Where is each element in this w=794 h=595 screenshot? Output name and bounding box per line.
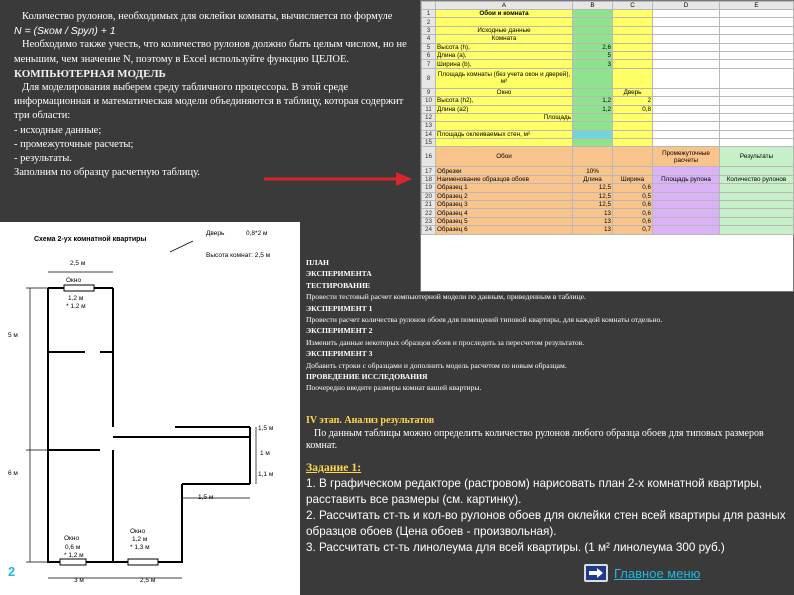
cell[interactable]	[653, 51, 720, 59]
intro-text	[14, 10, 414, 180]
table-row	[422, 105, 794, 113]
cell[interactable]	[720, 68, 794, 88]
cell[interactable]: Образец 4	[436, 209, 573, 217]
cell[interactable]	[720, 201, 794, 209]
cell[interactable]	[653, 18, 720, 26]
cell[interactable]: Обои и комната	[436, 10, 573, 18]
cell[interactable]: Промежуточные расчеты	[653, 147, 720, 167]
cell[interactable]	[573, 18, 613, 26]
cell[interactable]: 12,5	[573, 192, 613, 200]
cell[interactable]: Образец 6	[436, 226, 573, 234]
cell[interactable]	[613, 167, 653, 175]
cell[interactable]	[613, 60, 653, 68]
row-number[interactable]: 2	[422, 18, 436, 26]
cell[interactable]: 3	[573, 60, 613, 68]
row-number[interactable]: 21	[422, 201, 436, 209]
table-row	[422, 226, 794, 234]
table-row	[422, 26, 794, 34]
table-row	[422, 147, 794, 167]
cell[interactable]	[436, 139, 573, 147]
table-row	[422, 184, 794, 192]
cell[interactable]	[436, 122, 573, 130]
cell[interactable]: Высота (h),	[436, 43, 573, 51]
cell[interactable]	[573, 122, 613, 130]
cell[interactable]	[613, 26, 653, 34]
plan-text-5: Поочередно введите размеры комнат вашей квартиры.	[306, 383, 482, 393]
cell[interactable]	[653, 192, 720, 200]
row-number[interactable]: 11	[422, 105, 436, 113]
plan-heading-3: ТЕСТИРОВАНИЕ	[306, 280, 371, 290]
cell[interactable]: 0,6	[613, 217, 653, 225]
mid-dim: 1,5 м	[198, 494, 214, 501]
cell[interactable]: 12,5	[573, 184, 613, 192]
table-row	[422, 113, 794, 121]
cell[interactable]: Образец 1	[436, 184, 573, 192]
table-row	[422, 130, 794, 138]
cell[interactable]	[720, 60, 794, 68]
intro-list-3: - результаты.	[14, 153, 72, 165]
row-number[interactable]: 10	[422, 97, 436, 105]
main-menu-nav[interactable]	[584, 564, 700, 582]
cell[interactable]: Длина	[573, 175, 613, 183]
table-row	[422, 10, 794, 18]
intro-p2: Необходимо также учесть, что количество рулонов должно быть целым числом, но не меньшим, чем значение N, поэтому в Excel используйте функцию ЦЕЛОЕ.	[14, 39, 407, 65]
row-number[interactable]: 18	[422, 175, 436, 183]
cell[interactable]: 0,6	[613, 201, 653, 209]
cell[interactable]: Площадь рулона	[653, 175, 720, 183]
apartment-plan	[0, 222, 300, 595]
col-header[interactable]: B	[573, 2, 613, 10]
cell[interactable]: Ширина (b),	[436, 60, 573, 68]
row-number[interactable]: 24	[422, 226, 436, 234]
row-number[interactable]: 17	[422, 167, 436, 175]
stage-analysis	[306, 415, 790, 453]
bottom-left-dim: 3 м	[74, 577, 84, 584]
cell[interactable]	[720, 167, 794, 175]
cell[interactable]	[613, 35, 653, 43]
experiment-2: ЭКСПЕРИМЕНТ 2	[306, 326, 373, 336]
cell[interactable]: 13	[573, 217, 613, 225]
cell[interactable]	[653, 167, 720, 175]
cell[interactable]: 10%	[573, 167, 613, 175]
bottom-right-dim: 2,5 м	[140, 577, 156, 584]
col-header[interactable]: D	[653, 2, 720, 10]
intro-p3: Для моделирования выберем среду табличного процессора. В этой среде информационная и математическая модели объединяются в таблицу, которая содержит три области:	[14, 82, 404, 122]
cell[interactable]: Образец 2	[436, 192, 573, 200]
plan-heading-2: ЭКСПЕРИМЕНТА	[306, 269, 372, 279]
table-row	[422, 43, 794, 51]
cell[interactable]	[653, 209, 720, 217]
cell[interactable]	[613, 113, 653, 121]
col-header[interactable]: A	[436, 2, 573, 10]
task-item-3: 3. Рассчитать ст-ть линолеума для всей квартиры. (1 м² линолеума 300 руб.)	[306, 541, 725, 554]
row-number[interactable]: 12	[422, 113, 436, 121]
plan-text-2: Провести расчет количества рулонов обоев для помещений типовой квартиры, для каждой комнаты отдельно.	[306, 315, 663, 325]
cell[interactable]: Высота (h2),	[436, 97, 573, 105]
row-number[interactable]: 13	[422, 122, 436, 130]
arrow-right-icon	[589, 568, 603, 578]
arrow-right-icon	[264, 172, 412, 186]
cell[interactable]	[613, 18, 653, 26]
cell[interactable]	[653, 26, 720, 34]
cell[interactable]: 12,5	[573, 201, 613, 209]
cell[interactable]	[613, 43, 653, 51]
table-row	[422, 175, 794, 183]
cell[interactable]	[573, 113, 613, 121]
section-heading: КОМПЬЮТЕРНАЯ МОДЕЛЬ	[14, 67, 166, 80]
cell[interactable]	[613, 68, 653, 88]
cell[interactable]: 5	[573, 51, 613, 59]
cell[interactable]	[653, 68, 720, 88]
cell[interactable]: Обои	[436, 147, 573, 167]
cell[interactable]: Площадь	[436, 113, 573, 121]
window-icon	[128, 559, 158, 565]
cell[interactable]	[573, 68, 613, 88]
window-b2-width: 1,2 м	[132, 536, 148, 543]
cell[interactable]	[613, 10, 653, 18]
left-top-dim: 5 м	[8, 332, 18, 339]
cell[interactable]	[613, 51, 653, 59]
table-row	[422, 209, 794, 217]
row-number[interactable]: 4	[422, 35, 436, 43]
cell[interactable]	[573, 35, 613, 43]
row-number[interactable]: 1	[422, 10, 436, 18]
cell[interactable]	[573, 26, 613, 34]
intro-list-2: - промежуточные расчеты;	[14, 138, 134, 150]
cell[interactable]	[720, 192, 794, 200]
cell[interactable]: Окно	[436, 88, 573, 96]
research-heading: ПРОВЕДЕНИЕ ИССЛЕДОВАНИЯ	[306, 372, 428, 382]
cell[interactable]: Комната	[436, 35, 573, 43]
row-number[interactable]: 23	[422, 217, 436, 225]
cell[interactable]: 1,2	[573, 105, 613, 113]
cell[interactable]: Исходные данные	[436, 26, 573, 34]
table-row	[422, 68, 794, 88]
right-dim-2: 1 м	[260, 450, 270, 457]
cell[interactable]	[720, 122, 794, 130]
cell[interactable]: 1,2	[573, 97, 613, 105]
table-row	[422, 18, 794, 26]
cell[interactable]: 0,8	[613, 105, 653, 113]
cell[interactable]: Площадь комнаты (без учета окон и дверей), м²	[436, 68, 573, 88]
floor-plan-drawing	[0, 222, 300, 595]
cell[interactable]: Результаты	[720, 147, 794, 167]
cell[interactable]	[573, 147, 613, 167]
row-number[interactable]: 16	[422, 147, 436, 167]
intro-p4: Заполним по образцу расчетную таблицу.	[14, 167, 200, 179]
cell[interactable]	[720, 97, 794, 105]
cell[interactable]	[653, 184, 720, 192]
cell[interactable]	[720, 217, 794, 225]
cell[interactable]: 0,5	[613, 192, 653, 200]
table-row	[422, 167, 794, 175]
task-block	[306, 460, 790, 556]
slide-number: 2	[8, 564, 16, 579]
table-row	[422, 122, 794, 130]
experiment-3: ЭКСПЕРИМЕНТ 3	[306, 349, 373, 359]
cell[interactable]	[653, 60, 720, 68]
row-number[interactable]: 19	[422, 184, 436, 192]
column-header-row	[422, 2, 794, 10]
table-row	[422, 60, 794, 68]
cell[interactable]	[653, 88, 720, 96]
table-row	[422, 217, 794, 225]
door-size: 0,8*2 м	[246, 230, 268, 237]
row-number[interactable]: 20	[422, 192, 436, 200]
corner-cell	[422, 2, 436, 10]
cell[interactable]: Образец 3	[436, 201, 573, 209]
cell[interactable]	[720, 10, 794, 18]
cell[interactable]	[573, 10, 613, 18]
spreadsheet[interactable]	[420, 0, 794, 292]
cell[interactable]	[653, 97, 720, 105]
cell[interactable]: 13	[573, 209, 613, 217]
cell[interactable]	[720, 35, 794, 43]
cell[interactable]	[613, 147, 653, 167]
cell[interactable]	[720, 113, 794, 121]
right-dim-1: 1,5 м	[258, 425, 274, 432]
task-title: Задание 1:	[306, 461, 362, 474]
cell[interactable]	[653, 130, 720, 138]
cell[interactable]: 0,7	[613, 226, 653, 234]
right-dim-3: 1,1 м	[258, 471, 274, 478]
table-row	[422, 97, 794, 105]
window-b2-height: * 1,3 м	[130, 544, 150, 551]
row-number[interactable]: 3	[422, 26, 436, 34]
door-label: Дверь	[206, 230, 225, 237]
cell[interactable]	[720, 184, 794, 192]
cell[interactable]	[720, 43, 794, 51]
window-icon	[60, 559, 86, 565]
row-number[interactable]: 8	[422, 68, 436, 88]
plan-text-3: Изменить данные некоторых образцов обоев и проследить за пересчетом результатов.	[306, 337, 585, 347]
cell[interactable]	[613, 139, 653, 147]
stage-title: IV этап. Анализ результатов	[306, 415, 435, 426]
experiment-plan	[306, 257, 790, 394]
cell[interactable]	[720, 88, 794, 96]
experiment-1: ЭКСПЕРИМЕНТ 1	[306, 303, 373, 313]
col-header[interactable]: E	[720, 2, 794, 10]
cell[interactable]	[573, 130, 613, 138]
intro-list-1: - исходные данные;	[14, 124, 102, 136]
cell[interactable]: Обрезки	[436, 167, 573, 175]
window-top-height: * 1,2 м	[66, 303, 86, 310]
table-row	[422, 192, 794, 200]
cell[interactable]	[720, 105, 794, 113]
window-b1-width: 0,6 м	[65, 544, 81, 551]
window-top-label: Окно	[66, 277, 82, 284]
cell[interactable]: 0,6	[613, 184, 653, 192]
table-row	[422, 201, 794, 209]
cell[interactable]	[720, 139, 794, 147]
main-menu-link[interactable]: Главное меню	[614, 565, 701, 581]
cell[interactable]	[653, 139, 720, 147]
cell[interactable]: Наименование образцов обоев	[436, 175, 573, 183]
stage-text: По данным таблицы можно определить количество рулонов любого образца обоев для типовых размеров комнат.	[306, 427, 764, 451]
col-header[interactable]: C	[613, 2, 653, 10]
cell[interactable]: Площадь оклеиваемых стен, м²	[436, 130, 573, 138]
cell[interactable]	[573, 139, 613, 147]
cell[interactable]	[720, 226, 794, 234]
row-number[interactable]: 22	[422, 209, 436, 217]
cell[interactable]: Образец 5	[436, 217, 573, 225]
task-item-1: 1. В графическом редакторе (растровом) нарисовать план 2-х комнатной квартиры, расставить все размеры (см. картинку).	[306, 477, 762, 506]
task-item-2: 2. Рассчитать ст-ть и кол-во рулонов обоев для оклейки стен всей квартиры для разных образцов обоев (Цена обоев - произвольная).	[306, 509, 786, 538]
table-row	[422, 88, 794, 96]
cell[interactable]	[720, 18, 794, 26]
cell[interactable]	[436, 18, 573, 26]
row-number[interactable]: 6	[422, 51, 436, 59]
intro-p1: Количество рулонов, необходимых для оклейки комнаты, вычисляется по формуле	[22, 11, 393, 22]
left-bottom-dim: 6 м	[8, 470, 18, 477]
cell[interactable]	[653, 35, 720, 43]
row-number[interactable]: 5	[422, 43, 436, 51]
row-number[interactable]: 7	[422, 60, 436, 68]
cell[interactable]	[720, 209, 794, 217]
cell[interactable]	[653, 113, 720, 121]
cell[interactable]	[653, 226, 720, 234]
row-number[interactable]: 14	[422, 130, 436, 138]
cell[interactable]: Количество рулонов	[720, 175, 794, 183]
cell[interactable]: 0,6	[613, 209, 653, 217]
cell[interactable]	[720, 51, 794, 59]
cell[interactable]: Дверь	[613, 88, 653, 96]
window-icon	[64, 285, 94, 291]
room-height: Высота комнат: 2,5 м	[206, 252, 271, 259]
cell[interactable]	[720, 26, 794, 34]
formula: N = (Sком / Sрул) + 1	[14, 25, 116, 38]
cell[interactable]	[613, 130, 653, 138]
table-row	[422, 51, 794, 59]
row-number[interactable]: 15	[422, 139, 436, 147]
plan-text-4: Добавить строки с образцами и дополнить модель расчетом по новым образцам.	[306, 360, 567, 370]
window-b2-label: Окно	[130, 528, 146, 535]
cell[interactable]	[653, 10, 720, 18]
table-row	[422, 35, 794, 43]
table-row	[422, 139, 794, 147]
cell[interactable]	[573, 88, 613, 96]
window-top-width: 1,2 м	[68, 295, 84, 302]
row-number[interactable]: 9	[422, 88, 436, 96]
cell[interactable]	[653, 122, 720, 130]
plan-text-1: Провести тестовый расчет компьютерной модели по данным, приведенным в таблице.	[306, 292, 586, 302]
plan-heading-1: ПЛАН	[306, 258, 329, 267]
main-menu-button[interactable]	[584, 564, 608, 582]
cell[interactable]: Длина (a2)	[436, 105, 573, 113]
cell[interactable]	[653, 105, 720, 113]
cell[interactable]	[653, 201, 720, 209]
cell[interactable]	[720, 130, 794, 138]
cell[interactable]	[613, 122, 653, 130]
cell[interactable]: 2,6	[573, 43, 613, 51]
window-b1-label: Окно	[64, 535, 80, 542]
cell[interactable]: 13	[573, 226, 613, 234]
cell[interactable]	[653, 43, 720, 51]
cell[interactable]	[653, 217, 720, 225]
cell[interactable]: Ширина	[613, 175, 653, 183]
plan-title: Схема 2-ух комнатной квартиры	[34, 236, 147, 243]
cell[interactable]: Длина (a),	[436, 51, 573, 59]
cell[interactable]: 2	[613, 97, 653, 105]
window-b1-height: * 1,2 м	[64, 552, 84, 559]
top-width: 2,5 м	[70, 260, 86, 267]
